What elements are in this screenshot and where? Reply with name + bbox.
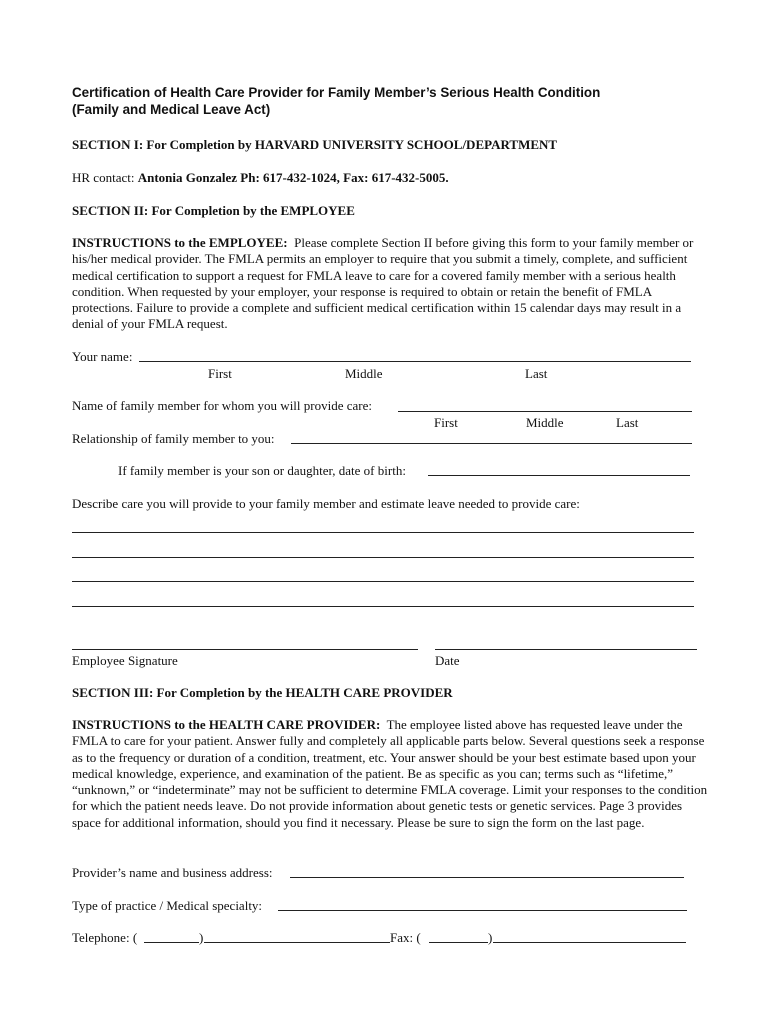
specialty-input[interactable] [278, 910, 687, 911]
employee-date-label: Date [435, 653, 460, 668]
relationship-label: Relationship of family member to you: [72, 431, 275, 446]
dob-input[interactable] [428, 475, 690, 476]
dob-label: If family member is your son or daughter, date of birth: [118, 463, 406, 478]
family-last-caption: Last [616, 415, 639, 430]
fax-area-code-input[interactable] [429, 942, 488, 943]
describe-care-line-4[interactable] [72, 606, 694, 607]
hr-contact-details: Antonia Gonzalez Ph: 617-432-1024, Fax: 617-432-5005. [137, 170, 449, 185]
section1-heading: SECTION I: For Completion by HARVARD UNIVERSITY SCHOOL/DEPARTMENT [72, 137, 558, 152]
telephone-label: Telephone: ( [72, 930, 138, 945]
section2-heading: SECTION II: For Completion by the EMPLOYEE [72, 203, 355, 218]
family-member-input[interactable] [398, 411, 692, 412]
describe-care-line-1[interactable] [72, 532, 694, 533]
provider-instructions-text: The employee listed above has requested leave under the FMLA to care for your patient. Answer fully and completely all applicable parts below. Several questions seek a response as to the frequency or duration of a condition, treatment, etc. Your answer should be your best estimate based upon your medical knowledge, experience, and examination of the patient. Be as specific as you can; terms such as “lifetime,” “unknown,” or “indeterminate” may not be sufficient to determine FMLA coverage. Limit your responses to the condition for which the patient needs leave. Do not provide information about genetic tests or genetic services. Page 3 provides space for additional information, should you find it necessary. Please be sure to sign the form on the last page. [72, 717, 708, 830]
form-title: Certification of Health Care Provider for Family Member’s Serious Health Condition [72, 85, 601, 100]
relationship-input[interactable] [291, 443, 692, 444]
describe-care-label: Describe care you will provide to your family member and estimate leave needed to provide care: [72, 496, 580, 511]
employee-instructions [72, 235, 712, 333]
form-subtitle: (Family and Medical Leave Act) [72, 102, 271, 117]
your-name-label: Your name: [72, 349, 133, 364]
employee-instructions-text: Please complete Section II before giving this form to your family member or his/her medical provider. The FMLA permits an employer to require that you submit a timely, complete, and sufficient medical certification to support a request for FMLA leave to care for a covered family member with a serious health condition. When requested by your employer, your response is required to obtain or retain the benefit of FMLA protections. Failure to provide a complete and sufficient medical certification within 15 calendar days may result in a denial of your FMLA request. [72, 235, 694, 332]
specialty-label: Type of practice / Medical specialty: [72, 898, 263, 913]
fax-close-paren: ) [488, 930, 493, 945]
section3-heading: SECTION III: For Completion by the HEALTH CARE PROVIDER [72, 685, 453, 700]
family-middle-caption: Middle [526, 415, 564, 430]
fax-label: Fax: ( [390, 930, 421, 945]
family-first-caption: First [434, 415, 458, 430]
telephone-area-code-input[interactable] [144, 942, 199, 943]
employee-signature-input[interactable] [72, 649, 418, 650]
telephone-number-input[interactable] [204, 942, 390, 943]
telephone-close-paren: ) [199, 930, 204, 945]
provider-name-label: Provider’s name and business address: [72, 865, 273, 880]
describe-care-line-2[interactable] [72, 557, 694, 558]
your-name-middle-caption: Middle [345, 366, 383, 381]
provider-instructions-label: INSTRUCTIONS to the HEALTH CARE PROVIDER: [72, 717, 381, 732]
describe-care-line-3[interactable] [72, 581, 694, 582]
employee-date-input[interactable] [435, 649, 697, 650]
employee-signature-label: Employee Signature [72, 653, 178, 668]
your-name-input[interactable] [139, 361, 691, 362]
your-name-first-caption: First [208, 366, 232, 381]
your-name-row [72, 349, 132, 365]
your-name-last-caption: Last [525, 366, 548, 381]
provider-instructions [72, 717, 712, 831]
fax-number-input[interactable] [493, 942, 686, 943]
hr-contact [72, 170, 449, 186]
employee-instructions-label: INSTRUCTIONS to the EMPLOYEE: [72, 235, 288, 250]
provider-name-input[interactable] [290, 877, 684, 878]
hr-contact-label: HR contact: [72, 170, 138, 185]
family-member-label: Name of family member for whom you will provide care: [72, 398, 372, 413]
